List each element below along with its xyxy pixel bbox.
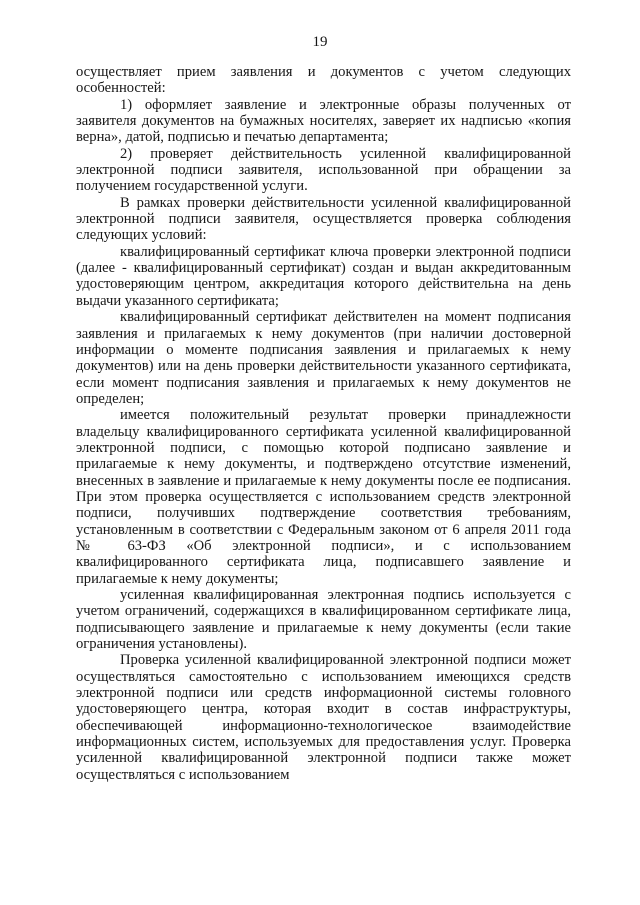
paragraph-verification-scope: В рамках проверки действительности усиленной квалифицированной электронной подписи заявителя, осуществляется проверка соблюдения следующих условий: — [76, 194, 571, 244]
paragraph-condition-certificate-issued: квалифицированный сертификат ключа проверки электронной подписи (далее - квалифицированный сертификат) создан и выдан аккредитованным удостоверяющим центром, аккредитация которого действительна на день выдачи указанного сертификата; — [76, 243, 571, 309]
paragraph-condition-certificate-valid: квалифицированный сертификат действителен на момент подписания заявления и прилагаемых к нему документов (при наличии достоверной информации о моменте подписания заявления и прилагаемых к нему документов) или на день проверки действительности указанного сертификата, если момент подписания заявления и прилагаемых к нему документов не определен; — [76, 309, 571, 407]
document-body — [76, 64, 571, 783]
paragraph-item-1: 1) оформляет заявление и электронные образы полученных от заявителя документов на бумажных носителях, заверяет их надписью «копия верна», датой, подписью и печатью департамента; — [76, 96, 571, 146]
paragraph-item-2: 2) проверяет действительность усиленной квалифицированной электронной подписи заявителя, использованной при обращении за получением государственной услуги. — [76, 145, 571, 195]
paragraph-intro: осуществляет прием заявления и документов с учетом следующих особенностей: — [76, 64, 571, 97]
paragraph-condition-ownership-check: имеется положительный результат проверки принадлежности владельцу квалифицированного сертификата усиленной квалифицированной электронной подписи, с помощью которой подписано заявление и прилагаемые к нему документы, и подтверждено отсутствие изменений, внесенных в заявление и прилагаемые к нему документы после ее подписания. При этом проверка осуществляется с использованием средств электронной подписи, получивших подтверждение соответствия требованиям, установленным в соответствии с Федеральным законом от 6 апреля 2011 года № 63-ФЗ «Об электронной подписи», и с использованием квалифицированного сертификата лица, подписавшего заявление и прилагаемые к нему документы; — [76, 407, 571, 587]
paragraph-verification-methods: Проверка усиленной квалифицированной электронной подписи может осуществляться самостоятельно с использованием имеющихся средств электронной подписи или средств информационной системы головного удостоверяющего центра, которая входит в состав инфраструктуры, обеспечивающей информационно-технологическое взаимодействие информационных систем, используемых для предоставления услуг. Проверка усиленной квалифицированной электронной подписи также может осуществляться с использованием — [76, 652, 571, 783]
paragraph-condition-restrictions: усиленная квалифицированная электронная подпись используется с учетом ограничений, содержащихся в квалифицированном сертификате лица, подписывающего заявление и прилагаемые к нему документы (если такие ограничения установлены). — [76, 587, 571, 653]
page-number: 19 — [312, 34, 328, 50]
